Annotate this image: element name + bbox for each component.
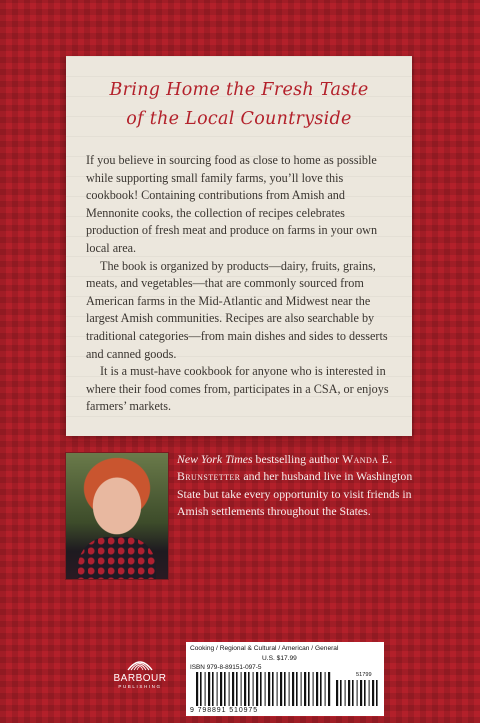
isbn-barcode xyxy=(196,672,332,706)
barcode-category: Cooking / Regional & Cultural / American / General xyxy=(190,645,339,652)
barcode-price-code: 51799 xyxy=(356,672,372,678)
heading-line-2: of the Local Countryside xyxy=(126,109,352,129)
heading-line-1: Bring Home the Fresh Taste xyxy=(109,80,369,100)
blurb-paragraph-2: The book is organized by products—dairy, fruits, grains, meats, and vegetables—that are commonly sourced from American farms in the Mid-Atlantic and Midwest near the largest Amish communities. Recipes are also searchable by traditional categories—from main dishes and sides to desserts and canned goods. xyxy=(86,258,388,361)
barcode-price: U.S. $17.99 xyxy=(262,655,297,662)
publisher-sub: PUBLISHING xyxy=(118,684,162,689)
author-photo xyxy=(65,452,169,580)
barcode-box xyxy=(186,642,384,716)
blurb-paragraph-3: It is a must-have cookbook for anyone who is interested in where their food comes from, participates in a CSA, or enjoys farmers’ markets. xyxy=(86,364,389,414)
barbour-book-icon xyxy=(125,652,155,672)
barcode-isbn: ISBN 979-8-89151-097-5 xyxy=(190,664,262,671)
barcode-digits: 9 798891 510975 xyxy=(190,707,258,714)
author-photo-shirt xyxy=(78,537,156,579)
price-barcode xyxy=(336,680,380,706)
publisher-name: BARBOUR xyxy=(113,673,167,684)
blurb-paragraph-1: If you believe in sourcing food as close to home as possible while supporting small family farms, you’ll love this cookbook! Containing contributions from Amish and Mennonite cooks, the collection of recipes celebrates production of fresh meat and produce on farms in your own local area. xyxy=(86,153,378,255)
publisher-logo xyxy=(108,652,172,689)
bio-publication: New York Times xyxy=(177,452,253,466)
author-bio xyxy=(177,451,413,521)
blurb-body xyxy=(86,152,394,416)
blurb-panel xyxy=(66,56,412,436)
bio-text-1: bestselling author xyxy=(252,452,343,466)
bio-author-name: Wanda E. Brunstetter xyxy=(177,452,393,484)
blurb-heading xyxy=(66,76,412,134)
bio-text-2: and her husband live in Washington State but take every opportunity to visit friends in Amish settlements throughout the States. xyxy=(177,469,413,519)
